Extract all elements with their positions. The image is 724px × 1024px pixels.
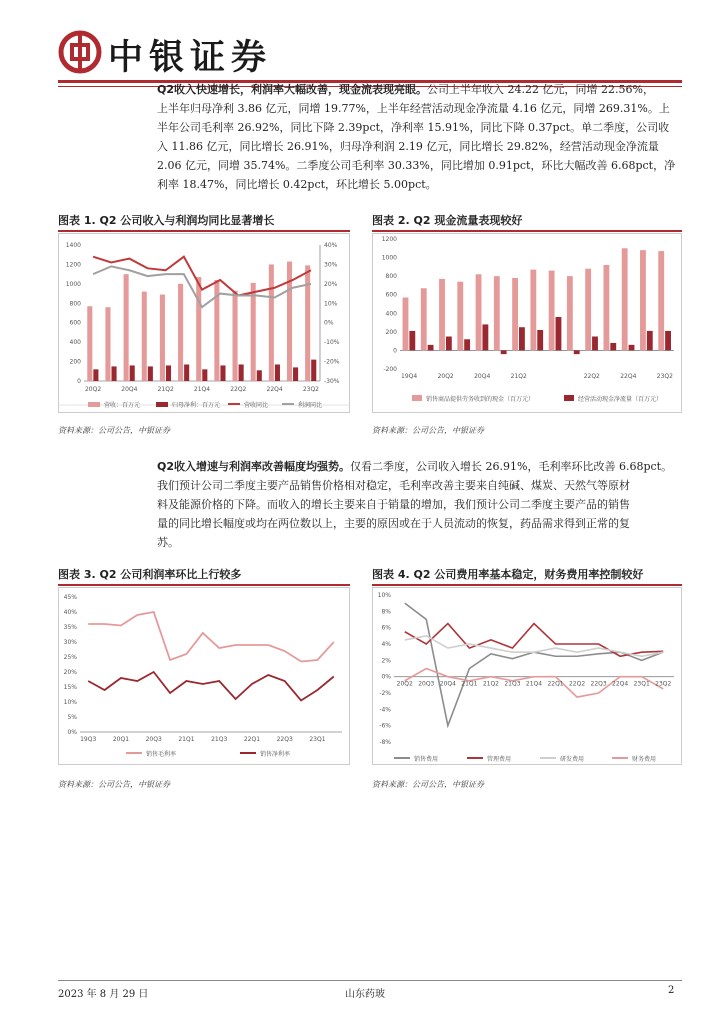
bar-net-profit bbox=[239, 364, 244, 381]
bar-cash-received bbox=[403, 298, 409, 351]
x-tick-label: 22Q3 bbox=[276, 736, 293, 743]
bar-net-profit bbox=[275, 364, 280, 381]
y-tick-label: -200 bbox=[383, 366, 397, 373]
x-tick-label: 21Q1 bbox=[178, 736, 195, 743]
legend-gross-margin bbox=[126, 750, 176, 758]
y-tick-label: 0% bbox=[381, 673, 391, 681]
x-tick-label: 20Q2 bbox=[396, 680, 413, 688]
legend-selling-expense bbox=[394, 755, 438, 763]
y-tick-label: 1000 bbox=[65, 280, 81, 288]
bar-net-profit bbox=[130, 365, 135, 381]
figure-4-rule bbox=[372, 584, 682, 586]
brand-name: 中银证券 bbox=[108, 38, 273, 78]
bar-revenue bbox=[142, 292, 147, 381]
legend-profit-yoy bbox=[282, 401, 322, 409]
bar-op-cashflow bbox=[665, 331, 671, 351]
y-tick-label-right: 30% bbox=[324, 261, 338, 269]
bar-revenue bbox=[305, 265, 310, 381]
figure-4-chart bbox=[372, 587, 682, 765]
paragraph-summary-heading: Q2收入快速增长，利润率大幅改善，现金流表现亮眼。 bbox=[157, 83, 428, 96]
x-tick-label: 20Q2 bbox=[437, 373, 454, 380]
paragraph-line: 2.06 亿元，同增 35.74%。二季度公司毛利率 30.33%，同比增加 0.91pct，环比大幅改善 6.68pct，净 bbox=[157, 159, 676, 172]
bar-op-cashflow bbox=[428, 345, 434, 351]
line-rd-expense bbox=[405, 636, 663, 656]
y-tick-label: 0 bbox=[393, 347, 397, 355]
legend-cash-received-label: 销售商品提供劳务收到的现金（百万元） bbox=[426, 396, 535, 403]
y-tick-label-right: -10% bbox=[324, 339, 340, 347]
figure-2-rule bbox=[372, 230, 682, 232]
x-tick-label: 21Q4 bbox=[525, 680, 543, 688]
legend-gross-margin-label: 销售毛利率 bbox=[146, 751, 177, 758]
x-tick-label: 22Q2 bbox=[568, 680, 586, 688]
y-tick-label-right: -30% bbox=[324, 378, 340, 385]
bar-net-profit bbox=[293, 367, 298, 381]
x-tick-label: 22Q1 bbox=[547, 680, 564, 688]
bar-revenue bbox=[124, 274, 129, 381]
y-tick-label: 200 bbox=[69, 358, 81, 366]
x-tick-label: 22Q1 bbox=[243, 736, 261, 743]
bar-op-cashflow bbox=[537, 330, 543, 350]
page-header bbox=[0, 0, 724, 90]
bar-cash-received bbox=[512, 278, 518, 350]
y-tick-label: 10% bbox=[377, 592, 391, 599]
bar-cash-received bbox=[585, 269, 591, 351]
legend-revenue-yoy bbox=[228, 401, 268, 409]
legend-revenue bbox=[88, 401, 140, 409]
y-tick-label: 200 bbox=[385, 328, 397, 336]
figure-4-title: 图表 4. Q2 公司费用率基本稳定，财务费用率控制较好 bbox=[372, 568, 644, 581]
figure-2-title: 图表 2. Q2 现金流量表现较好 bbox=[372, 214, 523, 227]
y-tick-label: 4% bbox=[381, 641, 391, 648]
x-tick-label: 20Q3 bbox=[418, 680, 435, 688]
chart-1-svg bbox=[58, 233, 350, 413]
bar-revenue bbox=[287, 262, 292, 381]
x-tick-label: 21Q4 bbox=[193, 386, 211, 393]
legend-revenue-label: 营收：百万元 bbox=[104, 402, 141, 409]
y-tick-label-right: 20% bbox=[324, 280, 338, 288]
line-gross-margin bbox=[88, 612, 334, 662]
x-tick-label: 23Q2 bbox=[655, 680, 672, 688]
paragraph-analysis bbox=[157, 457, 682, 552]
line-selling-expense bbox=[405, 603, 663, 726]
paragraph-line: 半年公司毛利率 26.92%，同比下降 2.39pct，净利率 15.91%，同比下降 0.37pct。单二季度，公司收 bbox=[157, 121, 670, 134]
bar-cash-received bbox=[640, 250, 646, 350]
paragraph-line: 量的同比增长幅度或均在两位数以上，主要的原因或在于人员流动的恢复，药品需求得到正常的复 bbox=[157, 517, 630, 530]
legend-netprofit bbox=[156, 401, 220, 409]
legend-cash-received bbox=[412, 395, 534, 403]
footer-date: 2023 年 8 月 29 日 bbox=[58, 989, 149, 1000]
bar-revenue bbox=[178, 284, 183, 381]
figure-2-source: 资料来源：公司公告，中银证券 bbox=[372, 426, 484, 435]
bar-cash-received bbox=[658, 251, 664, 350]
x-tick-label: 22Q2 bbox=[230, 386, 247, 393]
x-tick-label: 23Q1 bbox=[633, 680, 650, 688]
figure-1-rule bbox=[58, 230, 350, 232]
bar-net-profit bbox=[184, 364, 189, 381]
bar-op-cashflow bbox=[482, 324, 488, 350]
x-tick-label: 21Q2 bbox=[157, 386, 174, 393]
x-tick-label: 20Q4 bbox=[474, 373, 491, 380]
y-tick-label: 400 bbox=[69, 339, 81, 347]
y-tick-label: 10% bbox=[63, 699, 77, 706]
paragraph-line: 我们预计公司二季度主要产品销售价格相对稳定，毛利率改善主要来自纯碱、煤炭、天然气等原材 bbox=[157, 479, 630, 492]
x-tick-label: 23Q1 bbox=[309, 736, 326, 743]
y-tick-label: 400 bbox=[385, 310, 397, 318]
bar-net-profit bbox=[257, 370, 262, 381]
x-tick-label: 21Q3 bbox=[211, 736, 228, 743]
bar-net-profit bbox=[202, 369, 207, 381]
y-tick-label-right: 0% bbox=[324, 319, 334, 327]
legend-admin-expense bbox=[467, 755, 511, 763]
bar-op-cashflow bbox=[610, 343, 616, 350]
footer-company: 山东药玻 bbox=[345, 989, 385, 1000]
x-tick-label: 23Q2 bbox=[656, 373, 673, 380]
legend-rd-expense bbox=[540, 755, 584, 763]
legend-op-cashflow-label: 经营活动现金净流量（百万元） bbox=[578, 396, 663, 403]
y-tick-label: 1200 bbox=[65, 261, 81, 269]
y-tick-label: -8% bbox=[379, 739, 391, 746]
y-tick-label: 6% bbox=[381, 624, 391, 632]
chart-4-svg bbox=[372, 587, 682, 765]
paragraph-analysis-heading: Q2收入增速与利润率改善幅度均强势。 bbox=[157, 460, 351, 473]
x-tick-label: 22Q4 bbox=[620, 373, 637, 380]
paragraph-line: 上半年归母净利 3.86 亿元，同增 19.77%，上半年经营活动现金净流量 4.16 亿元，同增 269.31%。上 bbox=[157, 102, 670, 115]
bar-cash-received bbox=[530, 270, 536, 351]
figure-1-title: 图表 1. Q2 公司收入与利润均同比显著增长 bbox=[58, 214, 275, 227]
bar-net-profit bbox=[220, 365, 225, 381]
figure-3-rule bbox=[58, 584, 350, 586]
bar-revenue bbox=[105, 307, 110, 381]
x-tick-label: 22Q3 bbox=[590, 680, 607, 688]
paragraph-line: 公司上半年收入 24.22 亿元，同增 22.56%， bbox=[427, 83, 654, 96]
bar-cash-received bbox=[421, 288, 427, 350]
y-tick-label: 1400 bbox=[65, 242, 81, 249]
footer-page-number: 2 bbox=[668, 985, 675, 996]
y-tick-label: 30% bbox=[63, 639, 77, 646]
legend-finance-expense-label: 财务费用 bbox=[632, 756, 657, 763]
figure-1-chart bbox=[58, 233, 350, 413]
bar-net-profit bbox=[93, 369, 98, 381]
chart-2-svg bbox=[372, 233, 682, 413]
x-tick-label: 21Q2 bbox=[482, 680, 500, 688]
bar-op-cashflow bbox=[647, 331, 653, 351]
legend-rd-expense-label: 研发费用 bbox=[560, 756, 585, 763]
bar-op-cashflow bbox=[446, 337, 452, 351]
y-tick-label: 25% bbox=[63, 654, 77, 661]
y-tick-label: -4% bbox=[379, 706, 391, 714]
paragraph-line: 仅看二季度，公司收入增长 26.91%，毛利率环比改善 6.68pct。 bbox=[350, 460, 673, 473]
x-tick-label: 21Q1 bbox=[461, 680, 478, 688]
x-tick-label: 20Q4 bbox=[439, 680, 456, 688]
bar-revenue bbox=[269, 264, 274, 381]
x-tick-label: 20Q3 bbox=[145, 736, 162, 743]
bar-cash-received bbox=[567, 276, 573, 350]
bar-cash-received bbox=[476, 274, 482, 350]
bar-op-cashflow bbox=[519, 327, 525, 350]
bar-op-cashflow bbox=[629, 345, 635, 351]
legend-admin-expense-label: 管理费用 bbox=[487, 756, 512, 763]
y-tick-label: 8% bbox=[381, 608, 391, 616]
bar-op-cashflow bbox=[556, 317, 562, 350]
y-tick-label: -6% bbox=[379, 722, 391, 730]
x-tick-label: 21Q3 bbox=[504, 680, 521, 688]
bar-revenue bbox=[251, 283, 256, 381]
x-tick-label: 23Q2 bbox=[302, 386, 320, 393]
y-tick-label: 600 bbox=[69, 319, 81, 327]
legend-revenue-yoy-label: 营收同比 bbox=[244, 402, 269, 409]
bar-op-cashflow bbox=[501, 350, 507, 354]
figure-3-source: 资料来源：公司公告，中银证券 bbox=[58, 780, 170, 789]
bar-revenue bbox=[160, 295, 165, 381]
x-tick-label: 20Q4 bbox=[121, 386, 138, 393]
line-admin-expense bbox=[405, 624, 663, 657]
y-tick-label: 1000 bbox=[381, 254, 397, 262]
y-tick-label: 35% bbox=[63, 624, 77, 631]
legend-net-margin bbox=[240, 750, 290, 758]
y-tick-label: 0 bbox=[77, 378, 81, 385]
bar-cash-received bbox=[622, 248, 628, 350]
bar-cash-received bbox=[439, 279, 445, 351]
y-tick-label: 20% bbox=[63, 669, 77, 676]
bank-of-china-logo bbox=[58, 30, 102, 74]
y-tick-label: 15% bbox=[63, 684, 77, 691]
line-net-margin bbox=[88, 672, 334, 701]
y-tick-label-right: 40% bbox=[324, 242, 338, 249]
x-tick-label: 19Q4 bbox=[401, 373, 418, 380]
bar-net-profit bbox=[166, 365, 171, 381]
y-tick-label: 0% bbox=[67, 729, 77, 736]
x-tick-label: 21Q2 bbox=[510, 373, 527, 380]
paragraph-line: 利率 18.47%，同比增长 0.42pct，环比增长 5.00pct。 bbox=[157, 178, 437, 191]
legend-finance-expense bbox=[612, 755, 656, 763]
bar-cash-received bbox=[457, 282, 463, 351]
bar-op-cashflow bbox=[574, 350, 580, 354]
y-tick-label: 5% bbox=[67, 714, 77, 721]
bar-op-cashflow bbox=[592, 337, 598, 351]
y-tick-label: 600 bbox=[385, 291, 397, 299]
y-tick-label-right: 10% bbox=[324, 300, 338, 308]
chart-3-svg bbox=[58, 587, 350, 765]
bar-net-profit bbox=[311, 360, 316, 381]
bar-op-cashflow bbox=[409, 331, 415, 351]
bar-revenue bbox=[87, 306, 92, 381]
figure-2-chart bbox=[372, 233, 682, 413]
y-tick-label: 1200 bbox=[381, 236, 397, 243]
footer-rule bbox=[58, 980, 682, 981]
paragraph-summary bbox=[157, 80, 682, 194]
y-tick-label-right: -20% bbox=[324, 358, 340, 366]
figure-3-title: 图表 3. Q2 公司利润率环比上行较多 bbox=[58, 568, 242, 581]
y-tick-label: 45% bbox=[63, 594, 77, 601]
y-tick-label: 40% bbox=[63, 609, 77, 616]
x-tick-label: 20Q1 bbox=[112, 736, 130, 743]
bar-net-profit bbox=[148, 366, 153, 381]
bar-revenue bbox=[232, 291, 237, 381]
bar-cash-received bbox=[603, 265, 609, 350]
y-tick-label: 2% bbox=[381, 657, 391, 665]
legend-selling-expense-label: 销售费用 bbox=[414, 756, 439, 763]
y-tick-label: 800 bbox=[385, 273, 397, 281]
legend-op-cashflow bbox=[564, 395, 662, 403]
x-tick-label: 22Q4 bbox=[266, 386, 283, 393]
x-tick-label: 19Q3 bbox=[80, 736, 97, 743]
figure-4-source: 资料来源：公司公告，中银证券 bbox=[372, 780, 484, 789]
figure-1-source: 资料来源：公司公告，中银证券 bbox=[58, 426, 170, 435]
y-tick-label: -2% bbox=[379, 690, 391, 697]
paragraph-line: 料及能源价格的下降。而收入的增长主要来自于销量的增加，我们预计公司二季度主要产品的销售 bbox=[157, 498, 630, 511]
y-tick-label: 800 bbox=[69, 300, 81, 308]
paragraph-line: 入 11.86 亿元，同比增长 26.91%，归母净利润 2.19 亿元，同比增长 29.82%，经营活动现金净流量 bbox=[157, 140, 659, 153]
bar-net-profit bbox=[112, 366, 117, 381]
x-tick-label: 22Q4 bbox=[612, 680, 629, 688]
bar-revenue bbox=[196, 277, 201, 381]
bar-cash-received bbox=[494, 276, 500, 350]
paragraph-line: 苏。 bbox=[157, 536, 179, 549]
legend-profit-yoy-label: 利润同比 bbox=[298, 402, 323, 409]
x-tick-label: 20Q2 bbox=[84, 386, 102, 393]
bar-cash-received bbox=[549, 271, 555, 351]
figure-3-chart bbox=[58, 587, 350, 765]
x-tick-label: 22Q2 bbox=[583, 373, 600, 380]
bar-op-cashflow bbox=[464, 339, 470, 350]
legend-net-margin-label: 销售净利率 bbox=[260, 751, 291, 758]
legend-netprofit-label: 归母净利：百万元 bbox=[172, 402, 221, 409]
